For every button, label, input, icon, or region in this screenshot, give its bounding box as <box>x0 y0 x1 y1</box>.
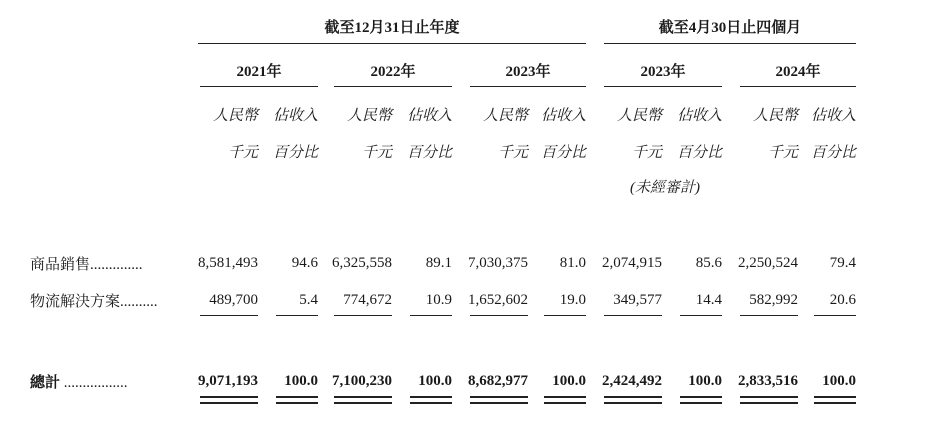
total-double-underline <box>680 396 722 398</box>
subheader-pct-2023-4m: 佔收入 <box>676 108 722 124</box>
cell-logistics-2021-amount: 489,700 <box>209 292 258 308</box>
subtotal-underline <box>200 315 258 316</box>
subheader-pct-unit-2021: 百分比 <box>272 145 318 161</box>
total-double-underline <box>740 396 798 398</box>
total-double-underline <box>200 396 258 398</box>
cell-total-2022-amount: 7,100,230 <box>332 373 392 389</box>
cell-logistics-2024-pct: 20.6 <box>829 292 856 308</box>
cell-logistics-2022-pct: 10.9 <box>425 292 452 308</box>
cell-logistics-2022-amount: 774,672 <box>343 292 392 308</box>
row-label-text: 商品銷售 <box>30 257 91 273</box>
cell-logistics-2023-4m-pct: 14.4 <box>695 292 722 308</box>
cell-total-2024-amount: 2,833,516 <box>738 373 798 389</box>
subheader-pct-unit-2023: 百分比 <box>540 145 586 161</box>
row-leader-dots: .............. <box>90 257 143 273</box>
subtotal-underline <box>740 315 798 316</box>
cell-merchandise-2022-amount: 6,325,558 <box>332 255 392 271</box>
year-rule-2023-four-months <box>604 86 722 87</box>
subtotal-underline <box>276 315 318 316</box>
total-double-underline <box>604 396 662 398</box>
total-double-underline <box>334 402 392 404</box>
subheader-pct-2024: 佔收入 <box>810 108 856 124</box>
cell-merchandise-2023-4m-pct: 85.6 <box>695 255 722 271</box>
total-double-underline <box>200 402 258 404</box>
total-double-underline <box>814 396 856 398</box>
cell-total-2024-pct: 100.0 <box>822 373 856 389</box>
group-header-four-months: 截至4月30日止四個月 <box>658 20 802 36</box>
group-header-four-months-rule <box>604 43 856 44</box>
subheader-amount-unit-2021: 千元 <box>227 145 258 161</box>
subheader-amount-unit-2023-4m: 千元 <box>631 145 662 161</box>
year-header-2023: 2023年 <box>505 64 551 80</box>
total-double-underline <box>680 402 722 404</box>
cell-total-2023-4m-amount: 2,424,492 <box>602 373 662 389</box>
row-leader-dots: .......... <box>120 294 158 310</box>
total-double-underline <box>470 402 528 404</box>
subtotal-underline <box>680 315 722 316</box>
subheader-pct-unit-2023-4m: 百分比 <box>676 145 722 161</box>
total-double-underline <box>334 396 392 398</box>
subheader-amount-2021: 人民幣 <box>212 108 258 124</box>
subheader-amount-2022: 人民幣 <box>346 108 392 124</box>
cell-merchandise-2023-pct: 81.0 <box>559 255 586 271</box>
group-header-year-ended-rule <box>198 43 586 44</box>
cell-merchandise-2024-pct: 79.4 <box>829 255 856 271</box>
subtotal-underline <box>814 315 856 316</box>
subheader-pct-2023: 佔收入 <box>540 108 586 124</box>
cell-merchandise-2021-amount: 8,581,493 <box>198 255 258 271</box>
row-label-total <box>30 371 128 392</box>
subtotal-underline <box>470 315 528 316</box>
cell-logistics-2023-amount: 1,652,602 <box>468 292 528 308</box>
row-leader-dots: ................. <box>63 375 128 391</box>
subheader-pct-2022: 佔收入 <box>406 108 452 124</box>
cell-logistics-2023-pct: 19.0 <box>559 292 586 308</box>
subtotal-underline <box>410 315 452 316</box>
subheader-amount-unit-2023: 千元 <box>497 145 528 161</box>
cell-logistics-2024-amount: 582,992 <box>749 292 798 308</box>
total-double-underline <box>740 402 798 404</box>
subheader-pct-unit-2022: 百分比 <box>406 145 452 161</box>
year-rule-2024 <box>740 86 856 87</box>
subheader-amount-2023: 人民幣 <box>482 108 528 124</box>
cell-logistics-2021-pct: 5.4 <box>299 292 318 308</box>
cell-logistics-2023-4m-amount: 349,577 <box>613 292 662 308</box>
row-label-text: 總計 <box>30 375 61 391</box>
cell-total-2022-pct: 100.0 <box>418 373 452 389</box>
subheader-pct-2021: 佔收入 <box>272 108 318 124</box>
subheader-amount-unit-2022: 千元 <box>361 145 392 161</box>
cell-total-2023-4m-pct: 100.0 <box>688 373 722 389</box>
total-double-underline <box>276 396 318 398</box>
year-header-2022: 2022年 <box>370 64 416 80</box>
cell-merchandise-2023-amount: 7,030,375 <box>468 255 528 271</box>
year-rule-2021 <box>200 86 318 87</box>
subtotal-underline <box>544 315 586 316</box>
year-rule-2022 <box>334 86 452 87</box>
subtotal-underline <box>604 315 662 316</box>
subheader-amount-2023-4m: 人民幣 <box>616 108 662 124</box>
cell-total-2021-pct: 100.0 <box>284 373 318 389</box>
total-double-underline <box>410 396 452 398</box>
cell-total-2023-amount: 8,682,977 <box>468 373 528 389</box>
unaudited-note: (未經審計) <box>630 180 700 196</box>
row-label-logistics-solutions <box>30 290 158 311</box>
year-header-2024: 2024年 <box>775 64 821 80</box>
cell-total-2023-pct: 100.0 <box>552 373 586 389</box>
subheader-amount-2024: 人民幣 <box>752 108 798 124</box>
subtotal-underline <box>334 315 392 316</box>
group-header-year-ended: 截至12月31日止年度 <box>324 20 460 36</box>
total-double-underline <box>604 402 662 404</box>
year-header-2023-four-months: 2023年 <box>640 64 686 80</box>
row-label-merchandise-sales <box>30 253 143 274</box>
cell-total-2021-amount: 9,071,193 <box>198 373 258 389</box>
year-rule-2023 <box>470 86 586 87</box>
total-double-underline <box>276 402 318 404</box>
total-double-underline <box>470 396 528 398</box>
total-double-underline <box>410 402 452 404</box>
row-label-text: 物流解決方案 <box>30 294 121 310</box>
total-double-underline <box>814 402 856 404</box>
cell-merchandise-2022-pct: 89.1 <box>425 255 452 271</box>
subheader-amount-unit-2024: 千元 <box>767 145 798 161</box>
total-double-underline <box>544 402 586 404</box>
total-double-underline <box>544 396 586 398</box>
year-header-2021: 2021年 <box>236 64 282 80</box>
cell-merchandise-2024-amount: 2,250,524 <box>738 255 798 271</box>
subheader-pct-unit-2024: 百分比 <box>810 145 856 161</box>
cell-merchandise-2021-pct: 94.6 <box>291 255 318 271</box>
cell-merchandise-2023-4m-amount: 2,074,915 <box>602 255 662 271</box>
